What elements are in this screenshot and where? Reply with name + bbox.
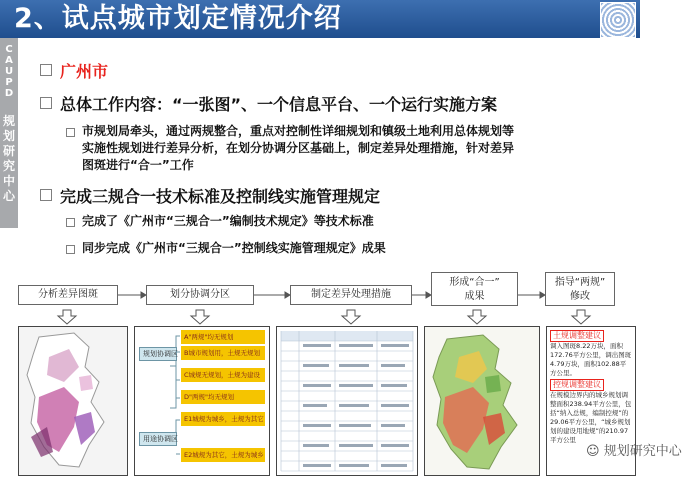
- measures-table-image: [277, 327, 417, 475]
- standard-heading: 完成三规合一技术标准及控制线实施管理规定: [60, 187, 381, 206]
- side-tab-letters: C A U P D: [4, 44, 14, 99]
- zone-plan-coordination: 规划协调区: [139, 347, 177, 361]
- result-map-panel: [424, 326, 540, 476]
- down-arrow-icon: [342, 310, 360, 324]
- flow-step-result: 形成“合一” 成果: [431, 272, 518, 306]
- zone-item: E2城规为其它，土规为城乡: [181, 448, 265, 462]
- zone-use-coordination: 用途协调区: [139, 432, 177, 446]
- task-detail-line-3: 图斑进行“合一”工作: [82, 158, 194, 172]
- bullet-square-icon: [40, 97, 52, 109]
- zone-item: E1城规为城乡，土规为其它: [181, 412, 265, 426]
- bullet-square-icon: [40, 64, 52, 76]
- standard-item-1: 完成了《广州市“三规合一”编制技术规定》等技术标准: [82, 214, 374, 228]
- task-heading: 总体工作内容：“一张图”、一个信息平台、一个运行实施方案: [60, 95, 498, 114]
- logo-icon: [600, 2, 636, 38]
- result-map-image: [425, 327, 539, 475]
- control-adjust-heading: 控规调整建议: [550, 379, 604, 391]
- flow-step-analyze: 分析差异图斑: [18, 285, 118, 305]
- task-detail-line-2: 实施性规划进行差异分析，在划分协调分区基础上，制定差异处理措施，针对差异: [82, 141, 515, 155]
- bullet-square-icon: [66, 245, 75, 254]
- land-adjust-body: 调入图斑8.22万块，面积172.76平方公里，调出图斑4.79万块，面积102.88平方公里。: [550, 342, 632, 377]
- flow-step-guide: 指导“两规” 修改: [545, 272, 615, 306]
- flow-step-measures: 制定差异处理措施: [290, 285, 412, 305]
- flow-step-zoning: 划分协调分区: [146, 285, 254, 305]
- down-arrow-icon: [191, 310, 209, 324]
- measures-table-panel: [276, 326, 418, 476]
- zone-item: D"两规"均无规划: [181, 390, 265, 404]
- land-adjust-heading: 土规调整建议: [550, 330, 604, 342]
- wechat-icon: ☺: [586, 444, 600, 459]
- zone-item: B城市规划用，土规无规划: [181, 346, 265, 360]
- slide-title: 2、试点城市划定情况介绍: [14, 3, 342, 34]
- city-heading: 广州市: [60, 62, 109, 81]
- task-detail-line-1: 市规划局牵头，通过两规整合，重点对控制性详细规划和镇级土地利用总体规划等: [82, 124, 515, 138]
- standard-item-2: 同步完成《广州市“三规合一”控制线实施管理规定》成果: [82, 241, 386, 255]
- zone-item: A"两规"均无规划: [181, 330, 265, 344]
- bullet-square-icon: [40, 189, 52, 201]
- difference-map-image: [19, 327, 127, 475]
- bullet-square-icon: [66, 128, 75, 137]
- down-arrow-icon: [572, 310, 590, 324]
- down-arrow-icon: [58, 310, 76, 324]
- control-adjust-body: 在规模边界内的城乡规划调整面积238.94平方公里，包括“纳入总规，编制控规”的29.06平方公里，“城乡规划划的建设用地规”的210.97平方公里: [550, 391, 632, 444]
- difference-map-panel: [18, 326, 128, 476]
- bullet-square-icon: [66, 218, 75, 227]
- side-tab-chars: 规 划 研 究 中 心: [2, 114, 15, 203]
- watermark: ☺ 规划研究中心: [586, 444, 682, 459]
- down-arrow-icon: [468, 310, 486, 324]
- zone-item: C城规无规划，土规为建设: [181, 368, 265, 382]
